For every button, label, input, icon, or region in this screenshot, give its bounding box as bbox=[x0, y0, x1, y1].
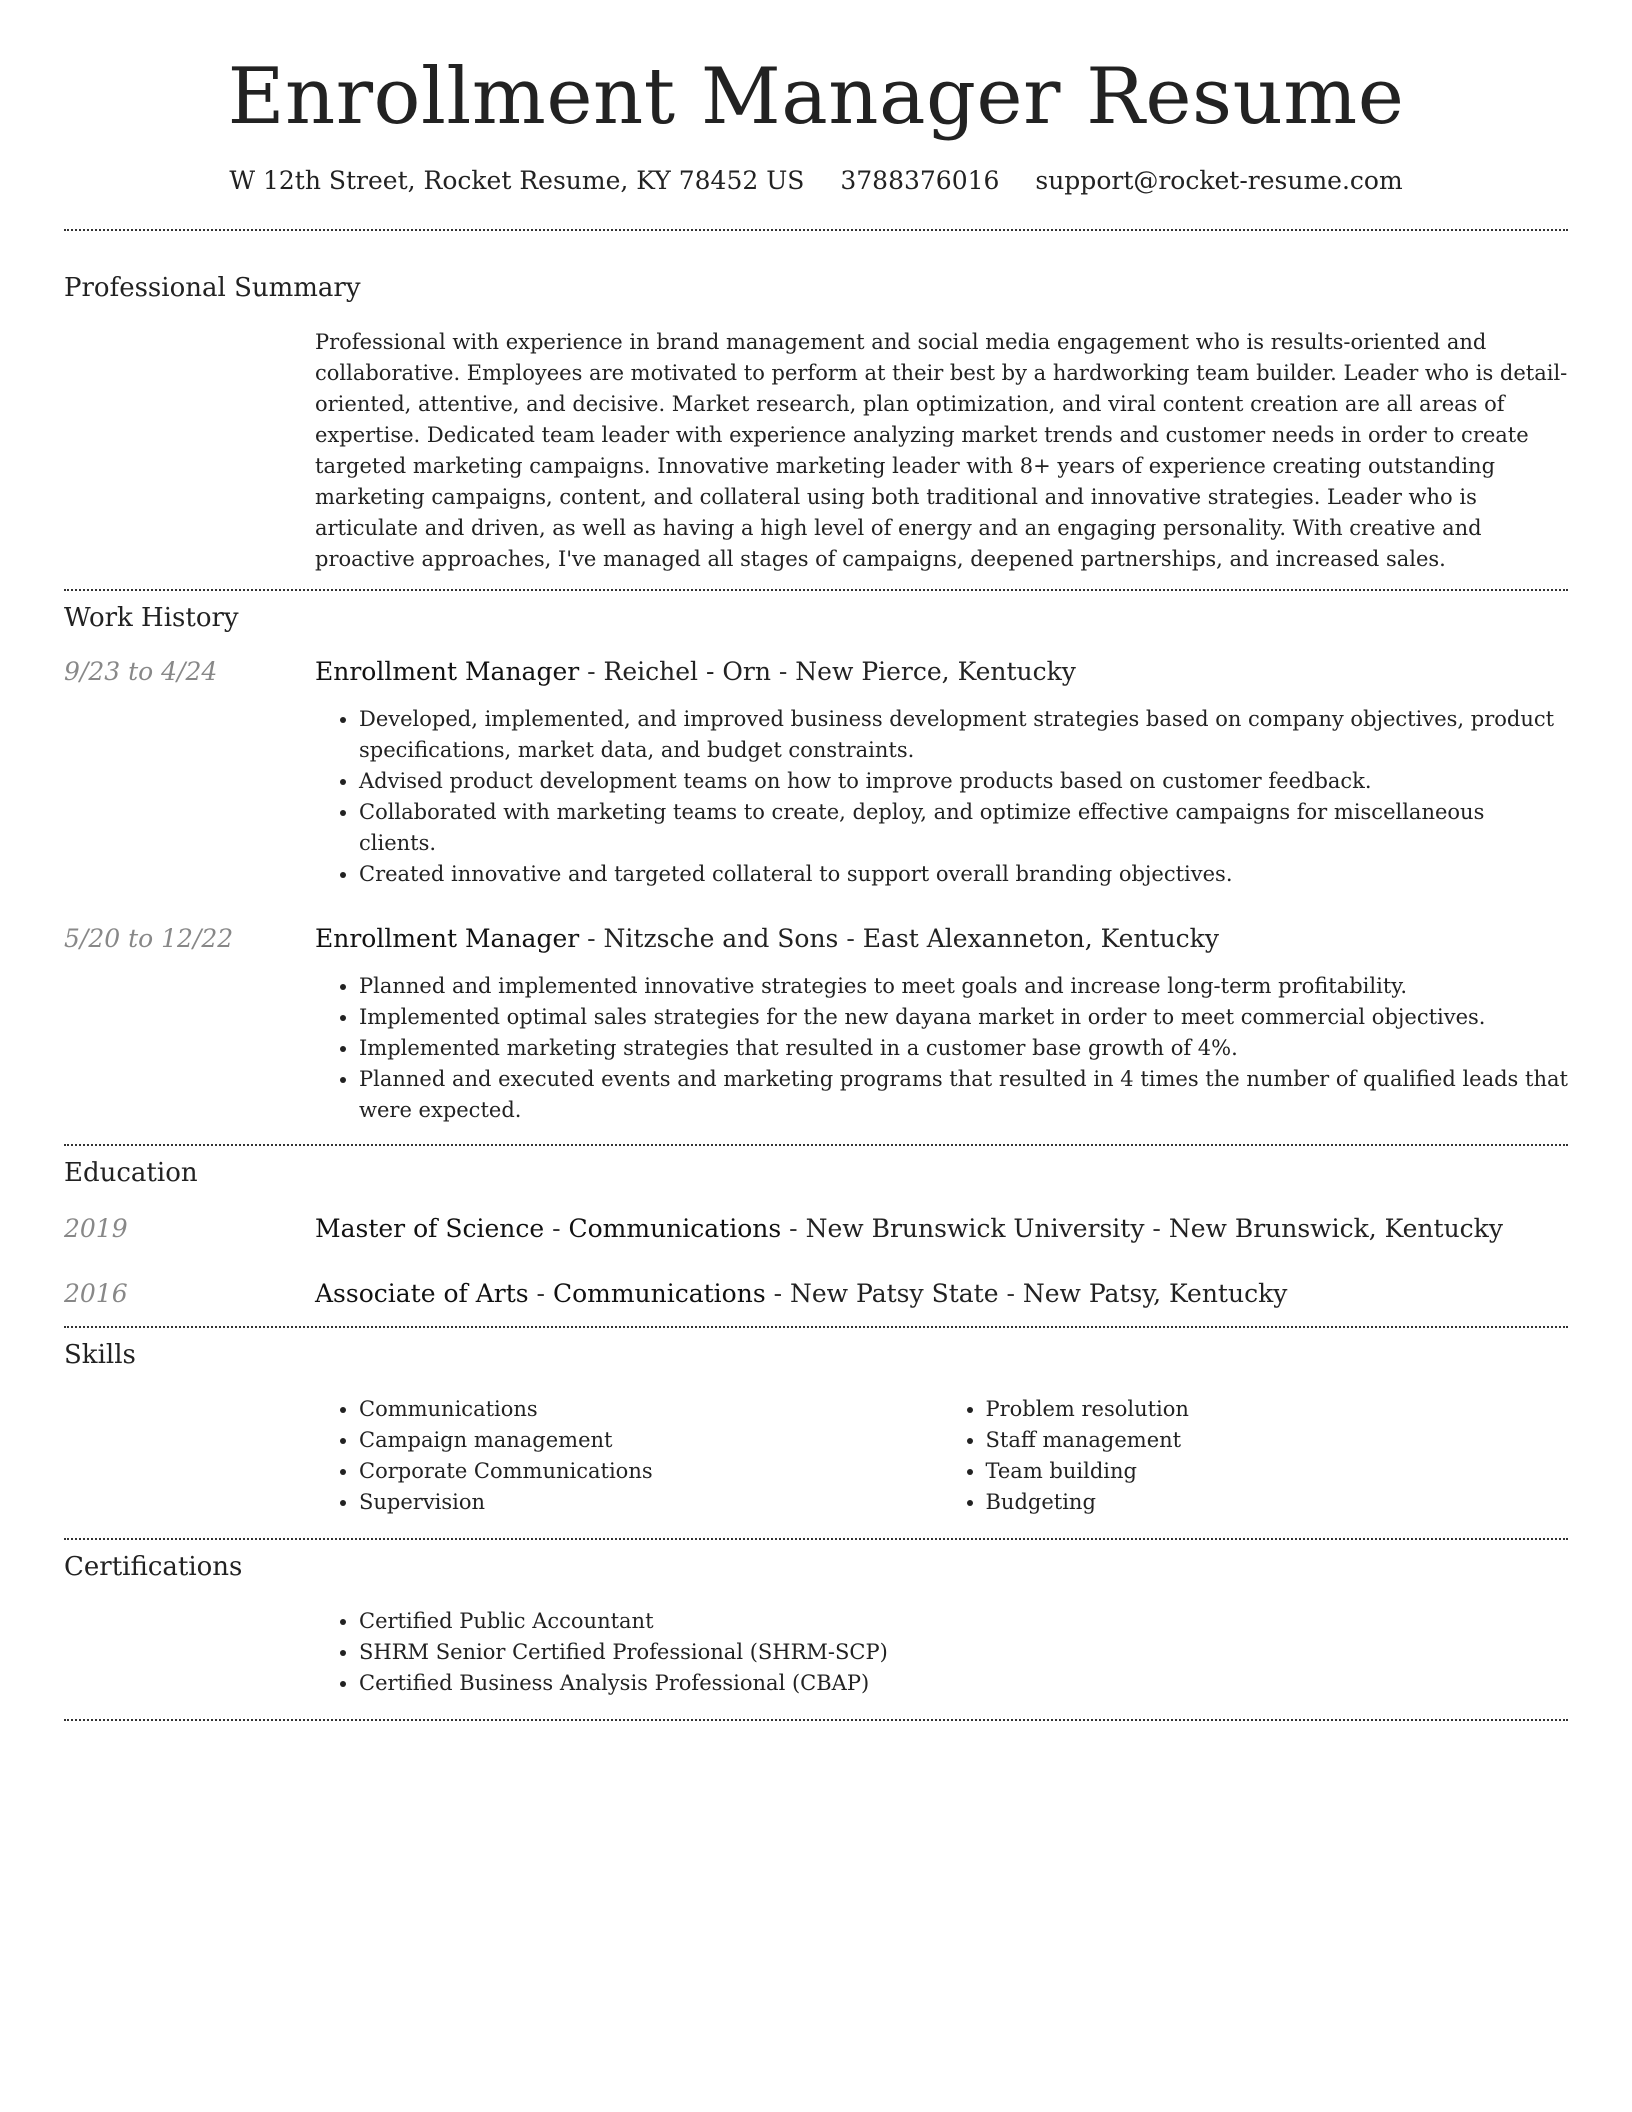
resume-title: Enrollment Manager Resume bbox=[227, 52, 1405, 142]
education-section bbox=[64, 1158, 1568, 1308]
job-bullet: • Planned and implemented innovative strategies to meet goals and increase long-term profitability. bbox=[359, 971, 1568, 1002]
job-bullets bbox=[315, 704, 1568, 890]
education-entry bbox=[64, 1279, 1568, 1308]
separator: - bbox=[838, 924, 863, 953]
divider bbox=[64, 1326, 1568, 1328]
divider bbox=[64, 1719, 1568, 1721]
skill-item: • Supervision bbox=[359, 1487, 942, 1518]
skill-item: • Communications bbox=[359, 1394, 942, 1425]
summary-text: Professional with experience in brand management and social media engagement who is results-oriented and collaborative. Employees are motivated to perform at their best by a hardworking team builder. Leader who is detail-oriented, attentive, and decisive. Market research, plan optimization, and viral content creation are all areas of expertise. Dedicated team leader with experience analyzing market trends and customer needs in order to create targeted marketing campaigns. Innovative marketing leader with 8+ years of experience creating outstanding marketing campaigns, content, and collateral using both traditional and innovative strategies. Leader who is articulate and driven, as well as having a high level of energy and an engaging personality. With creative and proactive approaches, I've managed all stages of campaigns, deepened partnerships, and increased sales. bbox=[315, 330, 1568, 571]
section-title-certifications: Certifications bbox=[64, 1552, 243, 1582]
skill-item: • Campaign management bbox=[359, 1425, 942, 1456]
job-location: East Alexanneton, Kentucky bbox=[862, 924, 1219, 953]
summary-section bbox=[64, 273, 1568, 575]
skill-item: • Corporate Communications bbox=[359, 1456, 942, 1487]
certification-item: • SHRM Senior Certified Professional (SHRM-SCP) bbox=[359, 1637, 1568, 1668]
section-title-education: Education bbox=[64, 1158, 198, 1188]
separator: - bbox=[579, 657, 604, 686]
separator: - bbox=[770, 657, 796, 686]
education-location: New Patsy, Kentucky bbox=[1022, 1279, 1288, 1308]
section-title-skills: Skills bbox=[64, 1340, 136, 1370]
resume-page bbox=[64, 0, 1568, 1721]
skills-list-left bbox=[315, 1394, 942, 1518]
job-bullet: • Implemented marketing strategies that resulted in a customer base growth of 4%. bbox=[359, 1033, 1568, 1064]
certifications-section bbox=[64, 1552, 1568, 1699]
job-location: New Pierce, Kentucky bbox=[795, 657, 1076, 686]
education-school: New Brunswick University bbox=[805, 1214, 1145, 1243]
job-bullet: • Advised product development teams on how to improve products based on customer feedback. bbox=[359, 766, 1568, 797]
education-location: New Brunswick, Kentucky bbox=[1168, 1214, 1503, 1243]
section-title-work: Work History bbox=[64, 603, 239, 633]
education-field: Communications bbox=[568, 1214, 782, 1243]
skills-section bbox=[64, 1340, 1568, 1518]
skill-item: • Staff management bbox=[986, 1425, 1569, 1456]
separator: - bbox=[528, 1279, 553, 1308]
contact-phone: 3788376016 bbox=[840, 166, 1000, 195]
certification-item: • Certified Business Analysis Professional (CBAP) bbox=[359, 1668, 1568, 1699]
education-heading bbox=[315, 1279, 1287, 1308]
job-company: Nitzsche and Sons bbox=[603, 924, 839, 953]
divider bbox=[64, 1538, 1568, 1540]
skill-item: • Budgeting bbox=[986, 1487, 1569, 1518]
education-field: Communications bbox=[552, 1279, 766, 1308]
job-entry bbox=[64, 924, 1568, 1126]
education-year: 2016 bbox=[64, 1279, 128, 1308]
job-entry bbox=[64, 657, 1568, 890]
section-title-summary: Professional Summary bbox=[64, 273, 361, 303]
job-dates: 5/20 to 12/22 bbox=[64, 924, 234, 953]
job-bullet: • Implemented optimal sales strategies for the new dayana market in order to meet commercial objectives. bbox=[359, 1002, 1568, 1033]
skill-item: • Problem resolution bbox=[986, 1394, 1569, 1425]
work-history-section bbox=[64, 603, 1568, 1126]
skill-item: • Team building bbox=[986, 1456, 1569, 1487]
skills-list-right bbox=[942, 1394, 1569, 1518]
contact-line bbox=[64, 166, 1568, 195]
education-entry bbox=[64, 1214, 1568, 1243]
job-role: Enrollment Manager bbox=[315, 657, 580, 686]
job-bullets bbox=[315, 971, 1568, 1126]
education-degree: Associate of Arts bbox=[315, 1279, 529, 1308]
divider bbox=[64, 589, 1568, 591]
separator: - bbox=[998, 1279, 1023, 1308]
separator: - bbox=[579, 924, 604, 953]
certification-item: • Certified Public Accountant bbox=[359, 1606, 1568, 1637]
job-heading bbox=[315, 657, 1076, 686]
job-dates: 9/23 to 4/24 bbox=[64, 657, 218, 686]
separator: - bbox=[1144, 1214, 1169, 1243]
separator: - bbox=[781, 1214, 806, 1243]
job-role: Enrollment Manager bbox=[315, 924, 580, 953]
education-degree: Master of Science bbox=[315, 1214, 545, 1243]
education-heading bbox=[315, 1214, 1503, 1243]
job-bullet: • Planned and executed events and marketing programs that resulted in 4 times the number of qualified leads that were expected. bbox=[359, 1064, 1568, 1126]
separator: - bbox=[544, 1214, 569, 1243]
certifications-list bbox=[315, 1606, 1568, 1699]
job-bullet: • Collaborated with marketing teams to create, deploy, and optimize effective campaigns for miscellaneous clients. bbox=[359, 797, 1568, 859]
education-school: New Patsy State bbox=[790, 1279, 999, 1308]
divider bbox=[64, 229, 1568, 231]
job-bullet: • Created innovative and targeted collateral to support overall branding objectives. bbox=[359, 859, 1568, 890]
contact-email: support@rocket-resume.com bbox=[1035, 166, 1403, 195]
job-heading bbox=[315, 924, 1219, 953]
separator: - bbox=[765, 1279, 791, 1308]
divider bbox=[64, 1144, 1568, 1146]
job-company: Reichel - Orn bbox=[603, 657, 771, 686]
job-bullet: • Developed, implemented, and improved business development strategies based on company objectives, product specifications, market data, and budget constraints. bbox=[359, 704, 1568, 766]
contact-address: W 12th Street, Rocket Resume, KY 78452 US bbox=[229, 166, 805, 195]
education-year: 2019 bbox=[64, 1214, 128, 1243]
